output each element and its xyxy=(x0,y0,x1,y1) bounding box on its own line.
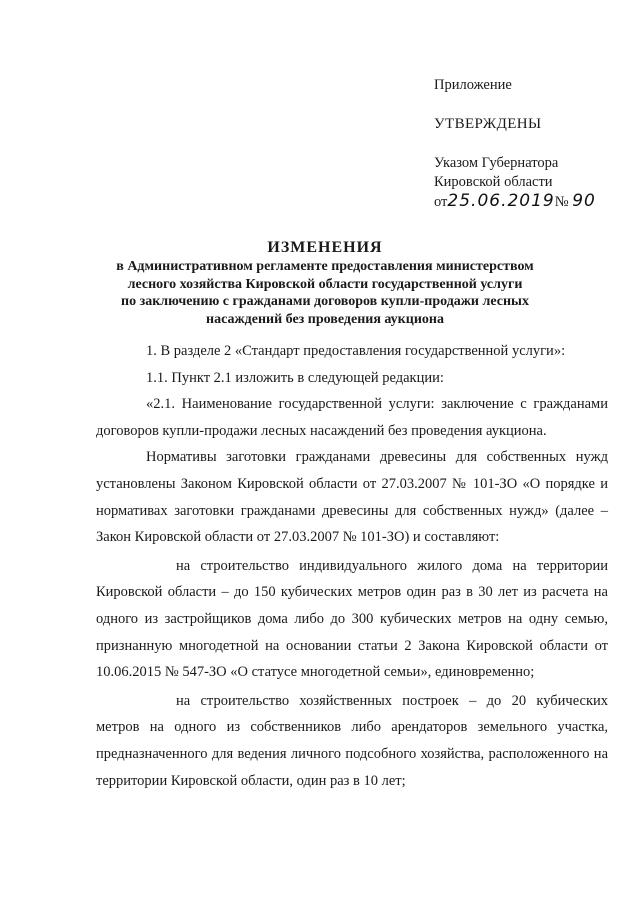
paragraph-3: «2.1. Наименование государственной услуги: заключение с гражданами договоров купли-продажи лесных насаждений без проведения аукциона. xyxy=(96,396,608,439)
heading-subtitle-3: по заключению с гражданами договоров купли-продажи лесных xyxy=(121,294,529,309)
handwritten-date: 25.06.2019 xyxy=(447,191,555,211)
appendix-label: Приложение xyxy=(434,77,512,93)
heading-subtitle-4: насаждений без проведения аукциона xyxy=(206,311,444,327)
paragraph-1: 1. В разделе 2 «Стандарт предоставления государственной услуги»: xyxy=(146,343,566,359)
handwritten-number: 90 xyxy=(572,191,596,211)
document-heading xyxy=(90,238,560,328)
paragraph-5: на строительство индивидуального жилого дома на территории Кировской области – до 150 кубических метров один раз в 30 лет из расчета на одного из застройщиков дома либо до 300 кубических метров на одну семью, признанную многодетной на основании статьи 2 Закона Кировской области от 10.06.2015 № 547-ЗО «О статусе многодетной семьи», единовременно; xyxy=(96,557,608,681)
heading-subtitle-1: в Административном регламенте предоставления министерством xyxy=(116,259,534,274)
paragraph-4: Нормативы заготовки гражданами древесины для собственных нужд установлены Законом Кировской области от 27.03.2007 № 101-ЗО «О порядке и нормативах заготовки гражданами древесины для собственных нужд» (далее – Закон Кировской области от 27.03.2007 № 101-ЗО) и составляют: xyxy=(96,449,608,546)
decree-line-2: Кировской области xyxy=(434,174,553,190)
decree-line-1: Указом Губернатора xyxy=(434,155,559,171)
paragraph-6: на строительство хозяйственных построек – до 20 кубических метров на одного из собственников либо арендаторов земельного участка, предназначенного для ведения личного подсобного хозяйства, расположенного на территории Кировской области, один раз в 10 лет; xyxy=(96,692,608,789)
approval-block xyxy=(434,76,624,212)
document-body xyxy=(96,338,608,794)
paragraph-2: 1.1. Пункт 2.1 изложить в следующей редакции: xyxy=(146,369,444,386)
number-sign: № xyxy=(554,194,569,210)
decree-date-line xyxy=(434,192,624,212)
heading-title: ИЗМЕНЕНИЯ xyxy=(267,239,383,256)
from-prefix: от xyxy=(434,194,448,210)
approved-label: УТВЕРЖДЕНЫ xyxy=(434,116,542,132)
heading-subtitle-2: лесного хозяйства Кировской области государственной услуги xyxy=(127,276,523,292)
